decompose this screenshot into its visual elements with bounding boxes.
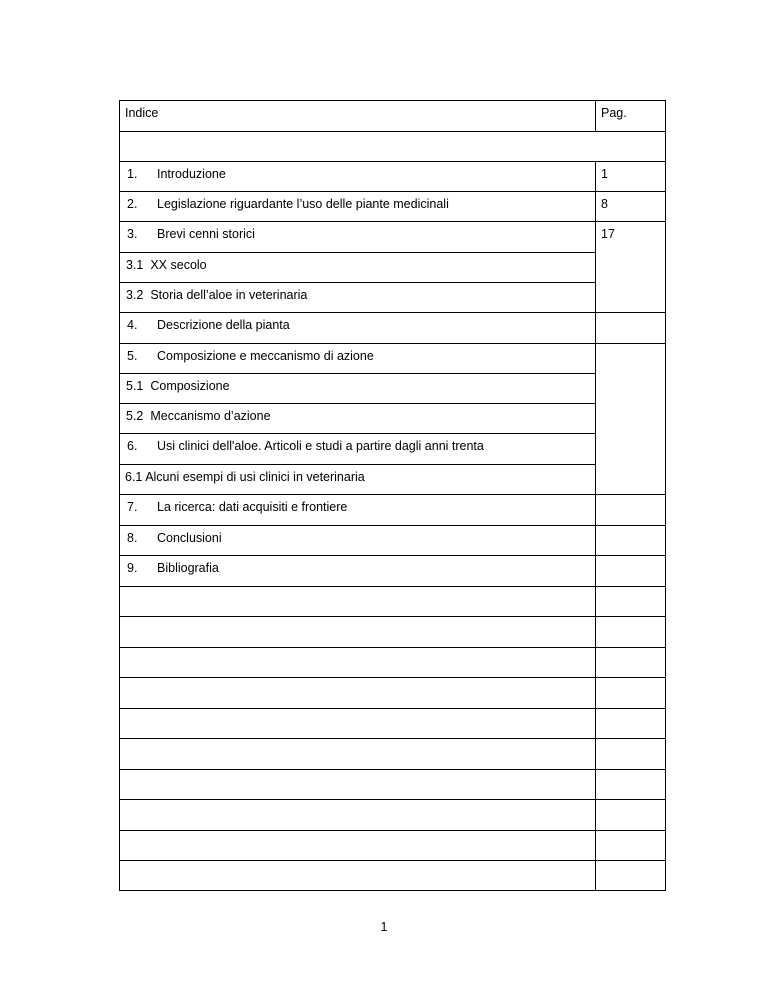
table-row	[120, 162, 666, 192]
toc-entry-label: Composizione e meccanismo di azione	[157, 349, 374, 363]
toc-entry-cell	[120, 253, 596, 283]
table-row	[120, 739, 666, 770]
toc-entry-page	[596, 495, 665, 500]
table-row	[120, 283, 666, 313]
table-row	[120, 192, 666, 222]
toc-empty-cell	[120, 709, 596, 739]
table-row	[120, 709, 666, 739]
toc-empty-cell	[120, 831, 596, 861]
toc-entry-page: 1	[601, 167, 608, 181]
table-row	[120, 434, 666, 465]
toc-page-cell	[596, 313, 666, 344]
toc-entry-label: Bibliografia	[157, 561, 219, 575]
toc-entry-label: Descrizione della pianta	[157, 318, 290, 332]
toc-entry-number: 3.1	[126, 258, 144, 272]
toc-empty-cell	[120, 770, 596, 800]
toc-entry-page	[596, 313, 665, 318]
page-number: 1	[380, 920, 388, 934]
toc-empty-cell	[596, 678, 666, 709]
toc-entry-label: XX secolo	[150, 258, 207, 272]
toc-empty-cell	[120, 648, 596, 678]
toc-entry-cell	[120, 434, 596, 465]
toc-entry-number: 1.	[127, 167, 138, 181]
toc-empty-cell	[596, 587, 666, 617]
toc-entry-cell	[120, 404, 596, 434]
toc-entry-label: La ricerca: dati acquisiti e frontiere	[157, 500, 348, 514]
table-row	[120, 526, 666, 556]
table-row	[120, 495, 666, 526]
toc-entry-cell	[120, 192, 596, 222]
toc-entry-number: 6.1	[125, 470, 143, 484]
toc-entry-number: 8.	[127, 531, 138, 545]
toc-entry-number: 2.	[127, 197, 138, 211]
table-row	[120, 587, 666, 617]
toc-header-row	[120, 101, 666, 132]
toc-empty-cell	[120, 587, 596, 617]
toc-entry-cell	[120, 162, 596, 192]
toc-entry-number: 4.	[127, 318, 138, 332]
toc-entry-label: Meccanismo d’azione	[150, 409, 271, 423]
toc-entry-number: 6.	[127, 439, 138, 453]
table-row	[120, 678, 666, 709]
toc-page-cell	[596, 162, 666, 192]
toc-entry-label: Storia dell’aloe in veterinaria	[150, 288, 308, 302]
table-row	[120, 617, 666, 648]
table-row	[120, 374, 666, 404]
toc-entry-number: 5.2	[126, 409, 144, 423]
toc-empty-cell	[596, 831, 666, 861]
toc-entry-cell	[120, 556, 596, 587]
table-row	[120, 831, 666, 861]
table-row	[120, 770, 666, 800]
toc-page-cell	[596, 222, 666, 313]
toc-entry-cell	[120, 283, 596, 313]
table-row	[120, 253, 666, 283]
toc-empty-cell	[596, 648, 666, 678]
toc-empty-cell	[120, 800, 596, 831]
table-row	[120, 556, 666, 587]
toc-page-cell	[596, 344, 666, 495]
toc-entry-cell	[120, 526, 596, 556]
toc-entry-label: Usi clinici dell'aloe. Articoli e studi a partire dagli anni trenta	[157, 439, 484, 453]
toc-empty-cell	[120, 861, 596, 891]
toc-empty-row	[120, 132, 666, 162]
toc-empty-cell	[596, 739, 666, 770]
toc-entry-cell	[120, 344, 596, 374]
toc-entry-label: Conclusioni	[157, 531, 222, 545]
toc-page-header-cell	[596, 101, 666, 132]
toc-empty-cell	[596, 770, 666, 800]
table-row	[120, 800, 666, 831]
toc-entry-page	[596, 556, 665, 561]
toc-page-cell	[596, 495, 666, 526]
toc-entry-cell	[120, 465, 596, 495]
toc-entry-page: 17	[601, 227, 615, 241]
toc-entry-label: Composizione	[150, 379, 230, 393]
table-row	[120, 313, 666, 344]
toc-page-cell	[596, 192, 666, 222]
table-row	[120, 404, 666, 434]
toc-page-cell	[596, 526, 666, 556]
toc-entry-label: Alcuni esempi di usi clinici in veterinaria	[145, 470, 365, 484]
toc-empty-cell	[120, 132, 666, 162]
toc-page-cell	[596, 556, 666, 587]
toc-page-header: Pag.	[601, 106, 627, 120]
toc-entry-number: 3.2	[126, 288, 144, 302]
toc-entry-page	[596, 344, 665, 349]
table-row	[120, 465, 666, 495]
toc-empty-cell	[596, 861, 666, 891]
toc-entry-cell	[120, 374, 596, 404]
toc-entry-number: 5.	[127, 349, 138, 363]
toc-entry-cell	[120, 222, 596, 253]
toc-entry-number: 9.	[127, 561, 138, 575]
toc-entry-page: 8	[601, 197, 608, 211]
toc-empty-cell	[596, 709, 666, 739]
toc-title: Indice	[125, 106, 159, 120]
toc-empty-cell	[596, 617, 666, 648]
toc-empty-cell	[120, 617, 596, 648]
table-row	[120, 222, 666, 253]
toc-entry-cell	[120, 495, 596, 526]
toc-entry-label: Legislazione riguardante l’uso delle piante medicinali	[157, 197, 449, 211]
table-of-contents	[119, 100, 666, 891]
toc-entry-cell	[120, 313, 596, 344]
toc-entry-number: 7.	[127, 500, 138, 514]
toc-empty-cell	[596, 800, 666, 831]
toc-entry-page	[596, 526, 665, 531]
table-row	[120, 648, 666, 678]
toc-entry-label: Introduzione	[157, 167, 226, 181]
toc-entry-number: 3.	[127, 227, 138, 241]
toc-entry-number: 5.1	[126, 379, 144, 393]
table-row	[120, 861, 666, 891]
table-row	[120, 344, 666, 374]
toc-title-cell	[120, 101, 596, 132]
toc-empty-cell	[120, 678, 596, 709]
toc-empty-cell	[120, 739, 596, 770]
toc-entry-label: Brevi cenni storici	[157, 227, 255, 241]
